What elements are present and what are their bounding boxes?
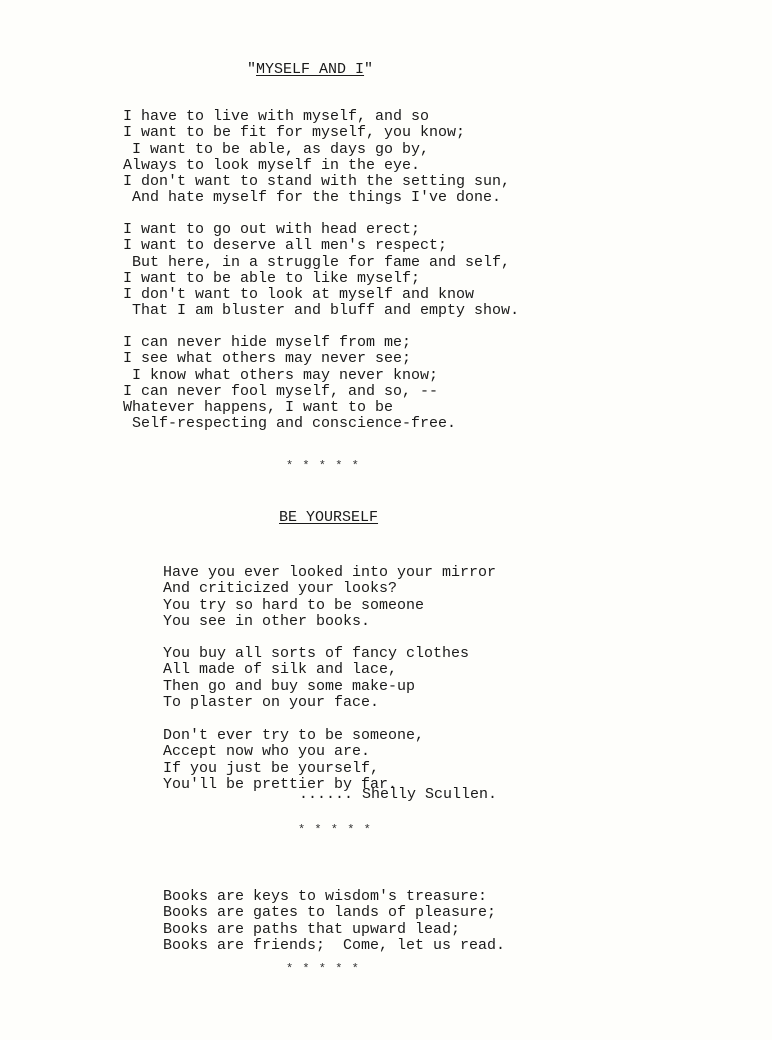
poem-line: I don't want to look at myself and know [123, 286, 475, 304]
poem-line: You buy all sorts of fancy clothes [163, 645, 470, 663]
poem-line: I see what others may never see; [123, 350, 412, 368]
poem1-stanza-2 [123, 206, 519, 319]
poem-line: I don't want to stand with the setting sun, [123, 173, 511, 191]
poem-line: I want to be able, as days go by, [123, 140, 430, 158]
poem-line: And hate myself for the things I've done. [123, 189, 502, 207]
poem-line: I have to live with myself, and so [123, 108, 430, 126]
poem-line: If you just be yourself, [163, 759, 380, 777]
poem-line: Accept now who you are. [163, 743, 371, 761]
poem-line: All made of silk and lace, [163, 661, 398, 679]
separator-stars: * * * * * [286, 459, 360, 473]
poem-line: Books are keys to wisdom's treasure: [163, 888, 488, 906]
poem2-attribution: ...... Shelly Scullen. [299, 786, 498, 803]
poem2-stanza-2 [163, 630, 469, 711]
poem-line: Have you ever looked into your mirror [163, 564, 497, 582]
separator-stars: * * * * * [286, 962, 360, 976]
poem-line: Then go and buy some make-up [163, 677, 416, 695]
poem-line: You'll be prettier by far. [163, 775, 398, 793]
separator-stars: * * * * * [298, 823, 372, 837]
poem-line: Self-respecting and conscience-free. [123, 415, 457, 433]
poem-line: I want to be fit for myself, you know; [123, 124, 466, 142]
poem2-stanza-3 [163, 712, 424, 793]
poem-line: Books are friends; Come, let us read. [163, 936, 506, 954]
poem-line: I want to be able to like myself; [123, 269, 421, 287]
poem-line: And criticized your looks? [163, 580, 398, 598]
poem-line: Always to look myself in the eye. [123, 156, 421, 174]
poem3-stanza [163, 873, 505, 954]
poem-line: I want to deserve all men's respect; [123, 237, 448, 255]
poem1-title [247, 62, 373, 78]
poem2-title [279, 510, 378, 526]
poem-line: I know what others may never know; [123, 366, 439, 384]
poem1-title-text: MYSELF AND I [256, 61, 365, 78]
poem1-stanza-3 [123, 319, 456, 432]
poem1-title-open-quote: " [247, 61, 257, 78]
poem2-stanza-1 [163, 549, 496, 630]
poem-line: Don't ever try to be someone, [163, 727, 425, 745]
poem-line: To plaster on your face. [163, 693, 380, 711]
poem-line: I can never fool myself, and so, -- [123, 382, 439, 400]
poem-line: Whatever happens, I want to be [123, 399, 394, 417]
poem2-title-text: BE YOURSELF [279, 509, 379, 526]
poem-line: You see in other books. [163, 612, 371, 630]
poem1-title-close-quote: " [364, 61, 374, 78]
poem-line: I can never hide myself from me; [123, 334, 412, 352]
poem-line: But here, in a struggle for fame and self, [123, 253, 511, 271]
poem-line: That I am bluster and bluff and empty show. [123, 302, 520, 320]
poem-line: Books are gates to lands of pleasure; [163, 904, 497, 922]
poem-line: Books are paths that upward lead; [163, 920, 461, 938]
poem-line: You try so hard to be someone [163, 596, 425, 614]
poem1-stanza-1 [123, 93, 510, 206]
poem-line: I want to go out with head erect; [123, 221, 421, 239]
